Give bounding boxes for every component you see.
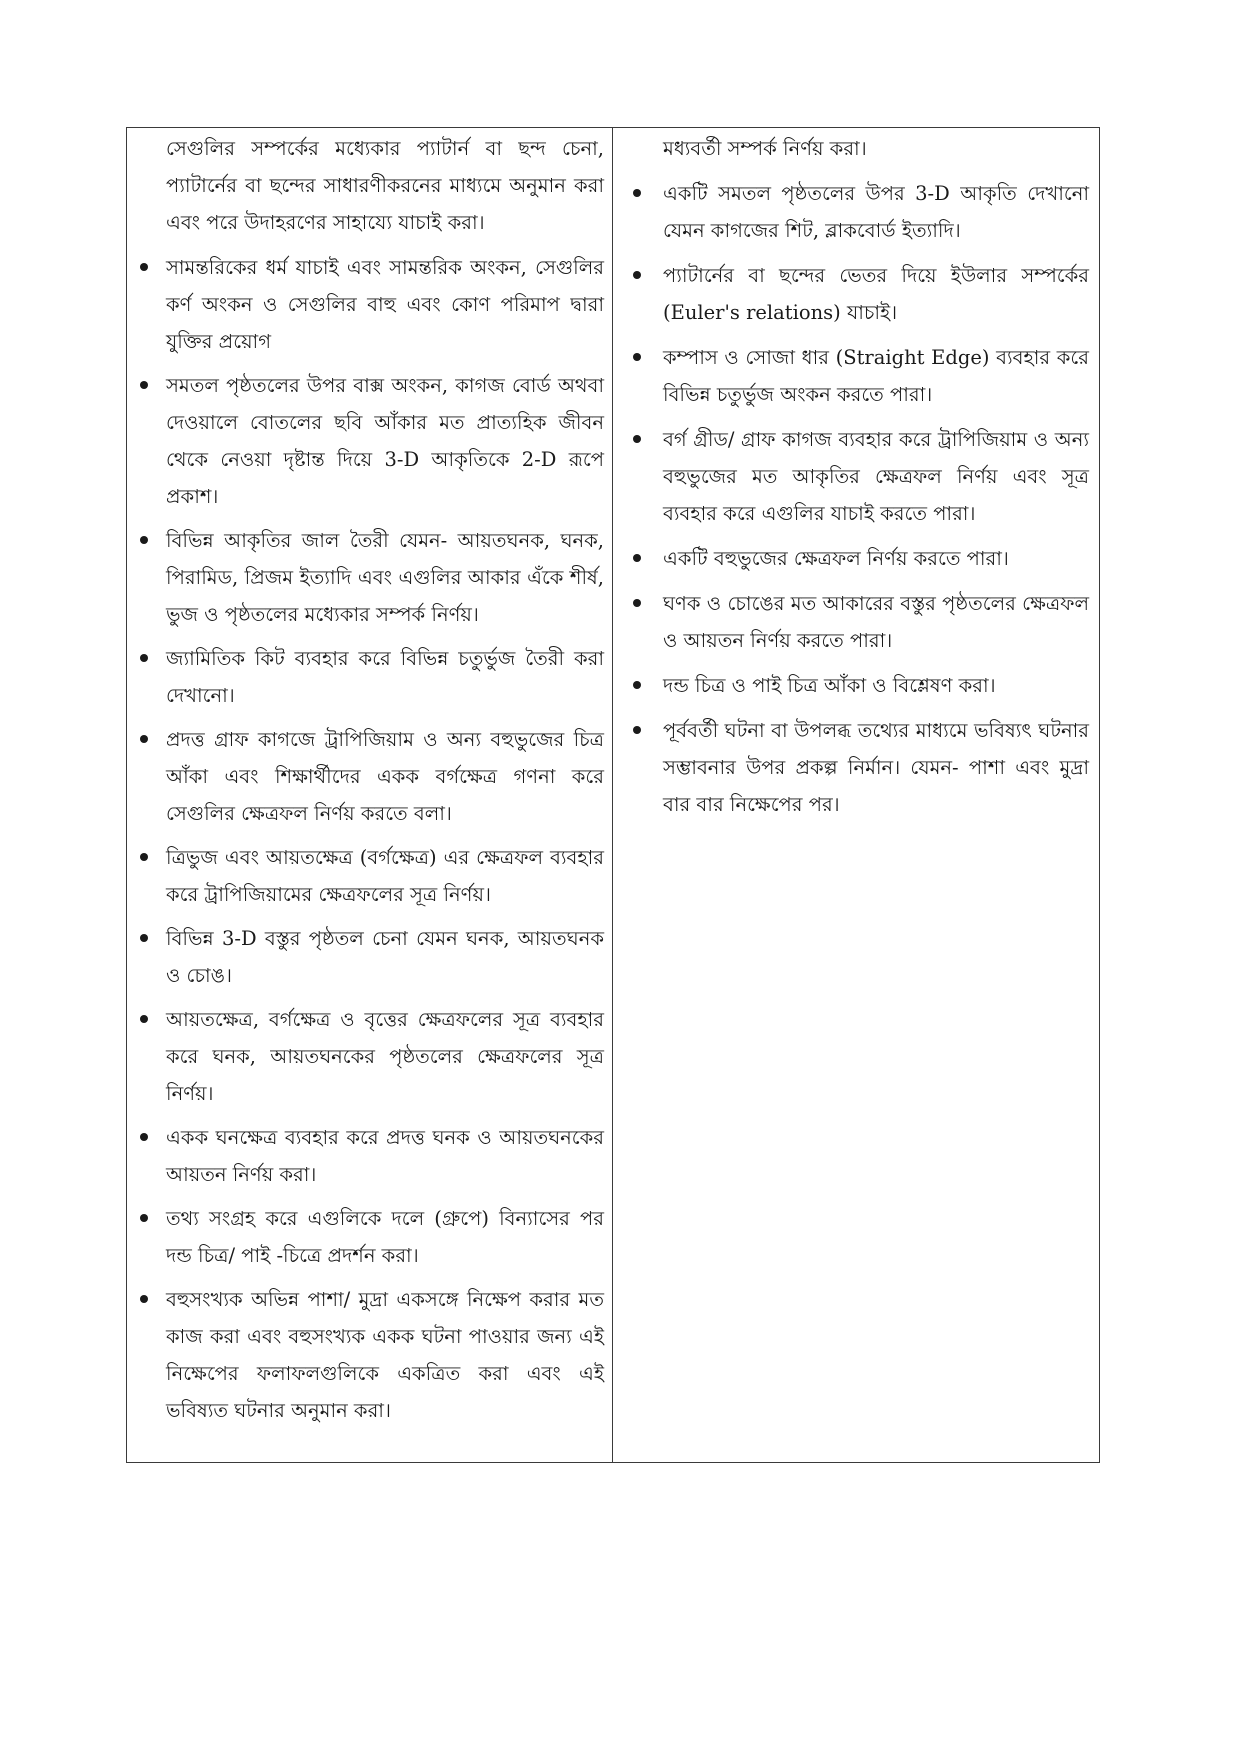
list-item <box>629 257 1089 331</box>
list-item <box>629 712 1089 823</box>
list-item-text: কম্পাস ও সোজা ধার (Straight Edge) ব্যবহার করে বিভিন্ন চতুর্ভুজ অংকন করতে পারা। <box>663 346 1089 406</box>
list-item <box>138 1001 604 1112</box>
list-item <box>138 522 604 633</box>
bullet-icon <box>140 654 148 662</box>
list-item <box>138 249 604 360</box>
bullet-icon <box>140 934 148 942</box>
bullet-icon <box>140 536 148 544</box>
right-bullet-list <box>629 175 1089 823</box>
list-item-text: একটি সমতল পৃষ্ঠতলের উপর 3-D আকৃতি দেখানো যেমন কাগজের শিট, ব্লাকবোর্ড ইত্যাদি। <box>663 182 1089 242</box>
bullet-icon <box>140 1015 148 1023</box>
list-item <box>138 640 604 714</box>
list-item <box>629 175 1089 249</box>
list-item <box>138 920 604 994</box>
bullet-icon <box>140 263 148 271</box>
left-column <box>127 128 613 1462</box>
bullet-icon <box>140 381 148 389</box>
bullet-icon <box>633 554 641 562</box>
bullet-icon <box>633 271 641 279</box>
bullet-icon <box>140 1295 148 1303</box>
left-bullet-list <box>138 249 604 1429</box>
list-item-text: ঘণক ও চোঙের মত আকারের বস্তুর পৃষ্ঠতলের ক্ষেত্রফল ও আয়তন নির্ণয় করতে পারা। <box>663 592 1089 652</box>
bullet-icon <box>633 726 641 734</box>
content-table <box>126 127 1100 1463</box>
right-column <box>613 128 1099 1462</box>
list-item <box>138 721 604 832</box>
list-item-text: তথ্য সংগ্রহ করে এগুলিকে দলে (গ্রুপে) বিন্যাসের পর দন্ড চিত্র/ পাই -চিত্রে প্রদর্শন করা। <box>166 1207 604 1267</box>
bullet-icon <box>633 681 641 689</box>
left-lead-paragraph: সেগুলির সম্পর্কের মধ্যেকার প্যাটার্ন বা ছন্দ চেনা, প্যাটার্নের বা ছন্দের সাধারণীকরনের মাধ্যমে অনুমান করা এবং পরে উদাহরণের সাহায্যে যাচাই করা। <box>166 137 604 234</box>
list-item <box>629 667 1089 704</box>
bullet-icon <box>140 853 148 861</box>
list-item-text: সামন্তরিকের ধর্ম যাচাই এবং সামন্তরিক অংকন, সেগুলির কর্ণ অংকন ও সেগুলির বাহু এবং কোণ পরিমাপ দ্বারা যুক্তির প্রয়োগ <box>166 256 604 353</box>
bullet-icon <box>633 189 641 197</box>
list-item <box>629 585 1089 659</box>
bullet-icon <box>633 353 641 361</box>
list-item <box>138 1200 604 1274</box>
list-item-text: ত্রিভুজ এবং আয়তক্ষেত্র (বর্গক্ষেত্র) এর ক্ষেত্রফল ব্যবহার করে ট্রাপিজিয়ামের ক্ষেত্রফলের সূত্র নির্ণয়। <box>166 846 604 906</box>
bullet-icon <box>633 599 641 607</box>
list-item <box>629 540 1089 577</box>
list-item-text: দন্ড চিত্র ও পাই চিত্র আঁকা ও বিশ্লেষণ করা। <box>663 674 996 697</box>
bullet-icon <box>140 1133 148 1141</box>
list-item <box>629 421 1089 532</box>
list-item-text: প্যাটার্নের বা ছন্দের ভেতর দিয়ে ইউলার সম্পর্কের (Euler's relations) যাচাই। <box>663 264 1089 324</box>
list-item-text: জ্যামিতিক কিট ব্যবহার করে বিভিন্ন চতুর্ভুজ তৈরী করা দেখানো। <box>166 647 604 707</box>
bullet-icon <box>140 735 148 743</box>
list-item <box>138 839 604 913</box>
bullet-icon <box>633 435 641 443</box>
list-item <box>629 339 1089 413</box>
list-item-text: বর্গ গ্রীড/ গ্রাফ কাগজ ব্যবহার করে ট্রাপিজিয়াম ও অন্য বহুভুজের মত আকৃতির ক্ষেত্রফল নির্ণয় এবং সূত্র ব্যবহার করে এগুলির যাচাই করতে পারা। <box>663 428 1089 525</box>
list-item-text: বিভিন্ন আকৃতির জাল তৈরী যেমন- আয়তঘনক, ঘনক, পিরামিড, প্রিজম ইত্যাদি এবং এগুলির আকার এঁকে শীর্ষ, ভুজ ও পৃষ্ঠতলের মধ্যেকার সম্পর্ক নির্ণয়। <box>166 529 604 626</box>
list-item <box>138 367 604 515</box>
list-item-text: একটি বহুভুজের ক্ষেত্রফল নির্ণয় করতে পারা। <box>663 547 1009 570</box>
right-lead-paragraph: মধ্যবর্তী সম্পর্ক নির্ণয় করা। <box>663 137 867 160</box>
list-item-text: একক ঘনক্ষেত্র ব্যবহার করে প্রদত্ত ঘনক ও আয়তঘনকের আয়তন নির্ণয় করা। <box>166 1126 604 1186</box>
list-item-text: আয়তক্ষেত্র, বর্গক্ষেত্র ও বৃত্তের ক্ষেত্রফলের সূত্র ব্যবহার করে ঘনক, আয়তঘনকের পৃষ্ঠতলের ক্ষেত্রফলের সূত্র নির্ণয়। <box>166 1008 604 1105</box>
list-item-text: প্রদত্ত গ্রাফ কাগজে ট্রাপিজিয়াম ও অন্য বহুভুজের চিত্র আঁকা এবং শিক্ষার্থীদের একক বর্গক্ষেত্র গণনা করে সেগুলির ক্ষেত্রফল নির্ণয় করতে বলা। <box>166 728 604 825</box>
list-item-text: পূর্ববর্তী ঘটনা বা উপলব্ধ তথ্যের মাধ্যমে ভবিষ্যৎ ঘটনার সম্ভাবনার উপর প্রকল্প নির্মান। যেমন- পাশা এবং মুদ্রা বার বার নিক্ষেপের পর। <box>663 719 1089 816</box>
list-item <box>138 1281 604 1429</box>
bullet-icon <box>140 1214 148 1222</box>
list-item <box>138 1119 604 1193</box>
list-item-text: বহুসংখ্যক অভিন্ন পাশা/ মুদ্রা একসঙ্গে নিক্ষেপ করার মত কাজ করা এবং বহুসংখ্যক একক ঘটনা পাওয়ার জন্য এই নিক্ষেপের ফলাফলগুলিকে একত্রিত করা এবং এই ভবিষ্যত ঘটনার অনুমান করা। <box>166 1288 604 1422</box>
list-item-text: সমতল পৃষ্ঠতলের উপর বাক্স অংকন, কাগজ বোর্ড অথবা দেওয়ালে বোতলের ছবি আঁকার মত প্রাত্যহিক জীবন থেকে নেওয়া দৃষ্টান্ত দিয়ে 3-D আকৃতিকে 2-D রূপে প্রকাশ। <box>166 374 604 508</box>
list-item-text: বিভিন্ন 3-D বস্তুর পৃষ্ঠতল চেনা যেমন ঘনক, আয়তঘনক ও চোঙ। <box>166 927 604 987</box>
